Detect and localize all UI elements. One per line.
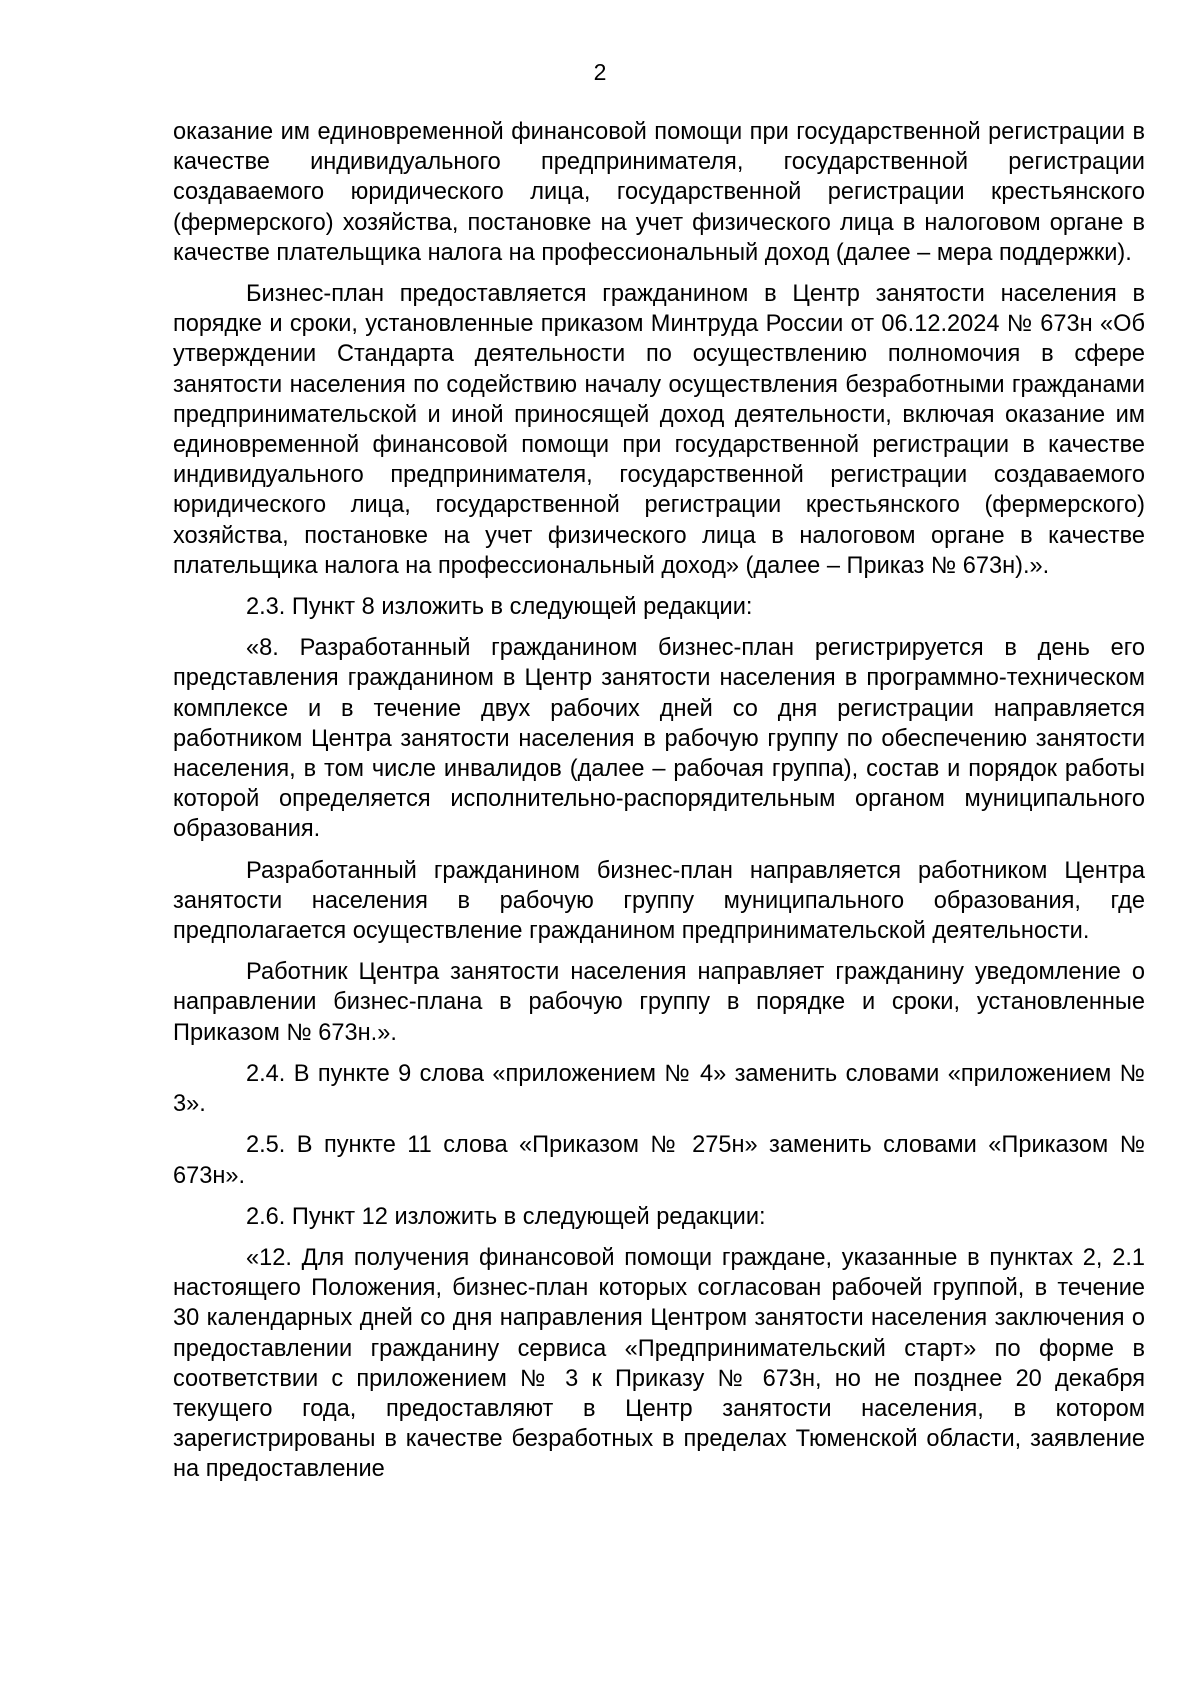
paragraph-2-4: 2.4. В пункте 9 слова «приложением № 4» заменить словами «приложением № 3».: [173, 1060, 1145, 1118]
paragraph-working-group: Разработанный гражданином бизнес-план направляется работником Центра занятости населения в рабочую группу муниципального образования, где предполагается осуществление гражданином предпринимательской деятельности.: [173, 857, 1145, 945]
paragraph-2-3: 2.3. Пункт 8 изложить в следующей редакции:: [246, 594, 753, 621]
paragraph-2-5: 2.5. В пункте 11 слова «Приказом № 275н» заменить словами «Приказом № 673н».: [173, 1132, 1145, 1189]
paragraph-point-12: «12. Для получения финансовой помощи граждане, указанные в пунктах 2, 2.1 настоящего Положения, бизнес-план которых согласован рабочей группой, в течение 30 календарных дней со дня направления Центром занятости населения заключения о предоставлении гражданину сервиса «Предпринимательский старт» по форме в соответствии с приложением № 3 к Приказу № 673н, но не позднее 20 декабря текущего года, предоставляют в Центр занятости населения, в котором зарегистрированы в качестве безработных в пределах Тюменской области, заявление на предоставление: [173, 1244, 1145, 1483]
paragraph-notification: Работник Центра занятости населения направляет гражданину уведомление о направлении бизнес-плана в рабочую группу в порядке и сроки, установленные Приказом № 673н.».: [173, 959, 1145, 1046]
paragraph-2-6: 2.6. Пункт 12 изложить в следующей редакции:: [246, 1203, 766, 1230]
document-body: [173, 117, 1145, 1496]
paragraph-point-8: «8. Разработанный гражданином бизнес-план регистрируется в день его представления гражданином в Центр занятости населения в программно-техническом комплексе и в течение двух рабочих дней со дня регистрации направляется работником Центра занятости населения в рабочую группу по обеспечению занятости населения, в том числе инвалидов (далее – рабочая группа), состав и порядок работы которой определяется исполнительно-распорядительным органом муниципального образования.: [173, 635, 1145, 843]
paragraph-business-plan: Бизнес-план предоставляется гражданином в Центр занятости населения в порядке и сроки, установленные приказом Минтруда России от 06.12.2024 № 673н «Об утверждении Стандарта деятельности по осуществлению полномочия в сфере занятости населения по содействию началу осуществления безработными гражданами предпринимательской и иной приносящей доход деятельности, включая оказание им единовременной финансовой помощи при государственной регистрации в качестве индивидуального предпринимателя, государственной регистрации создаваемого юридического лица, государственной регистрации крестьянского (фермерского) хозяйства, постановке на учет физического лица в налоговом органе в качестве плательщика налога на профессиональный доход» (далее – Приказ № 673н).».: [173, 281, 1145, 579]
paragraph-continuation: оказание им единовременной финансовой помощи при государственной регистрации в качестве индивидуального предпринимателя, государственной регистрации создаваемого юридического лица, государственной регистрации крестьянского (фермерского) хозяйства, постановке на учет физического лица в налоговом органе в качестве плательщика налога на профессиональный доход (далее – мера поддержки).: [173, 119, 1145, 266]
page-number: 2: [593, 59, 607, 85]
